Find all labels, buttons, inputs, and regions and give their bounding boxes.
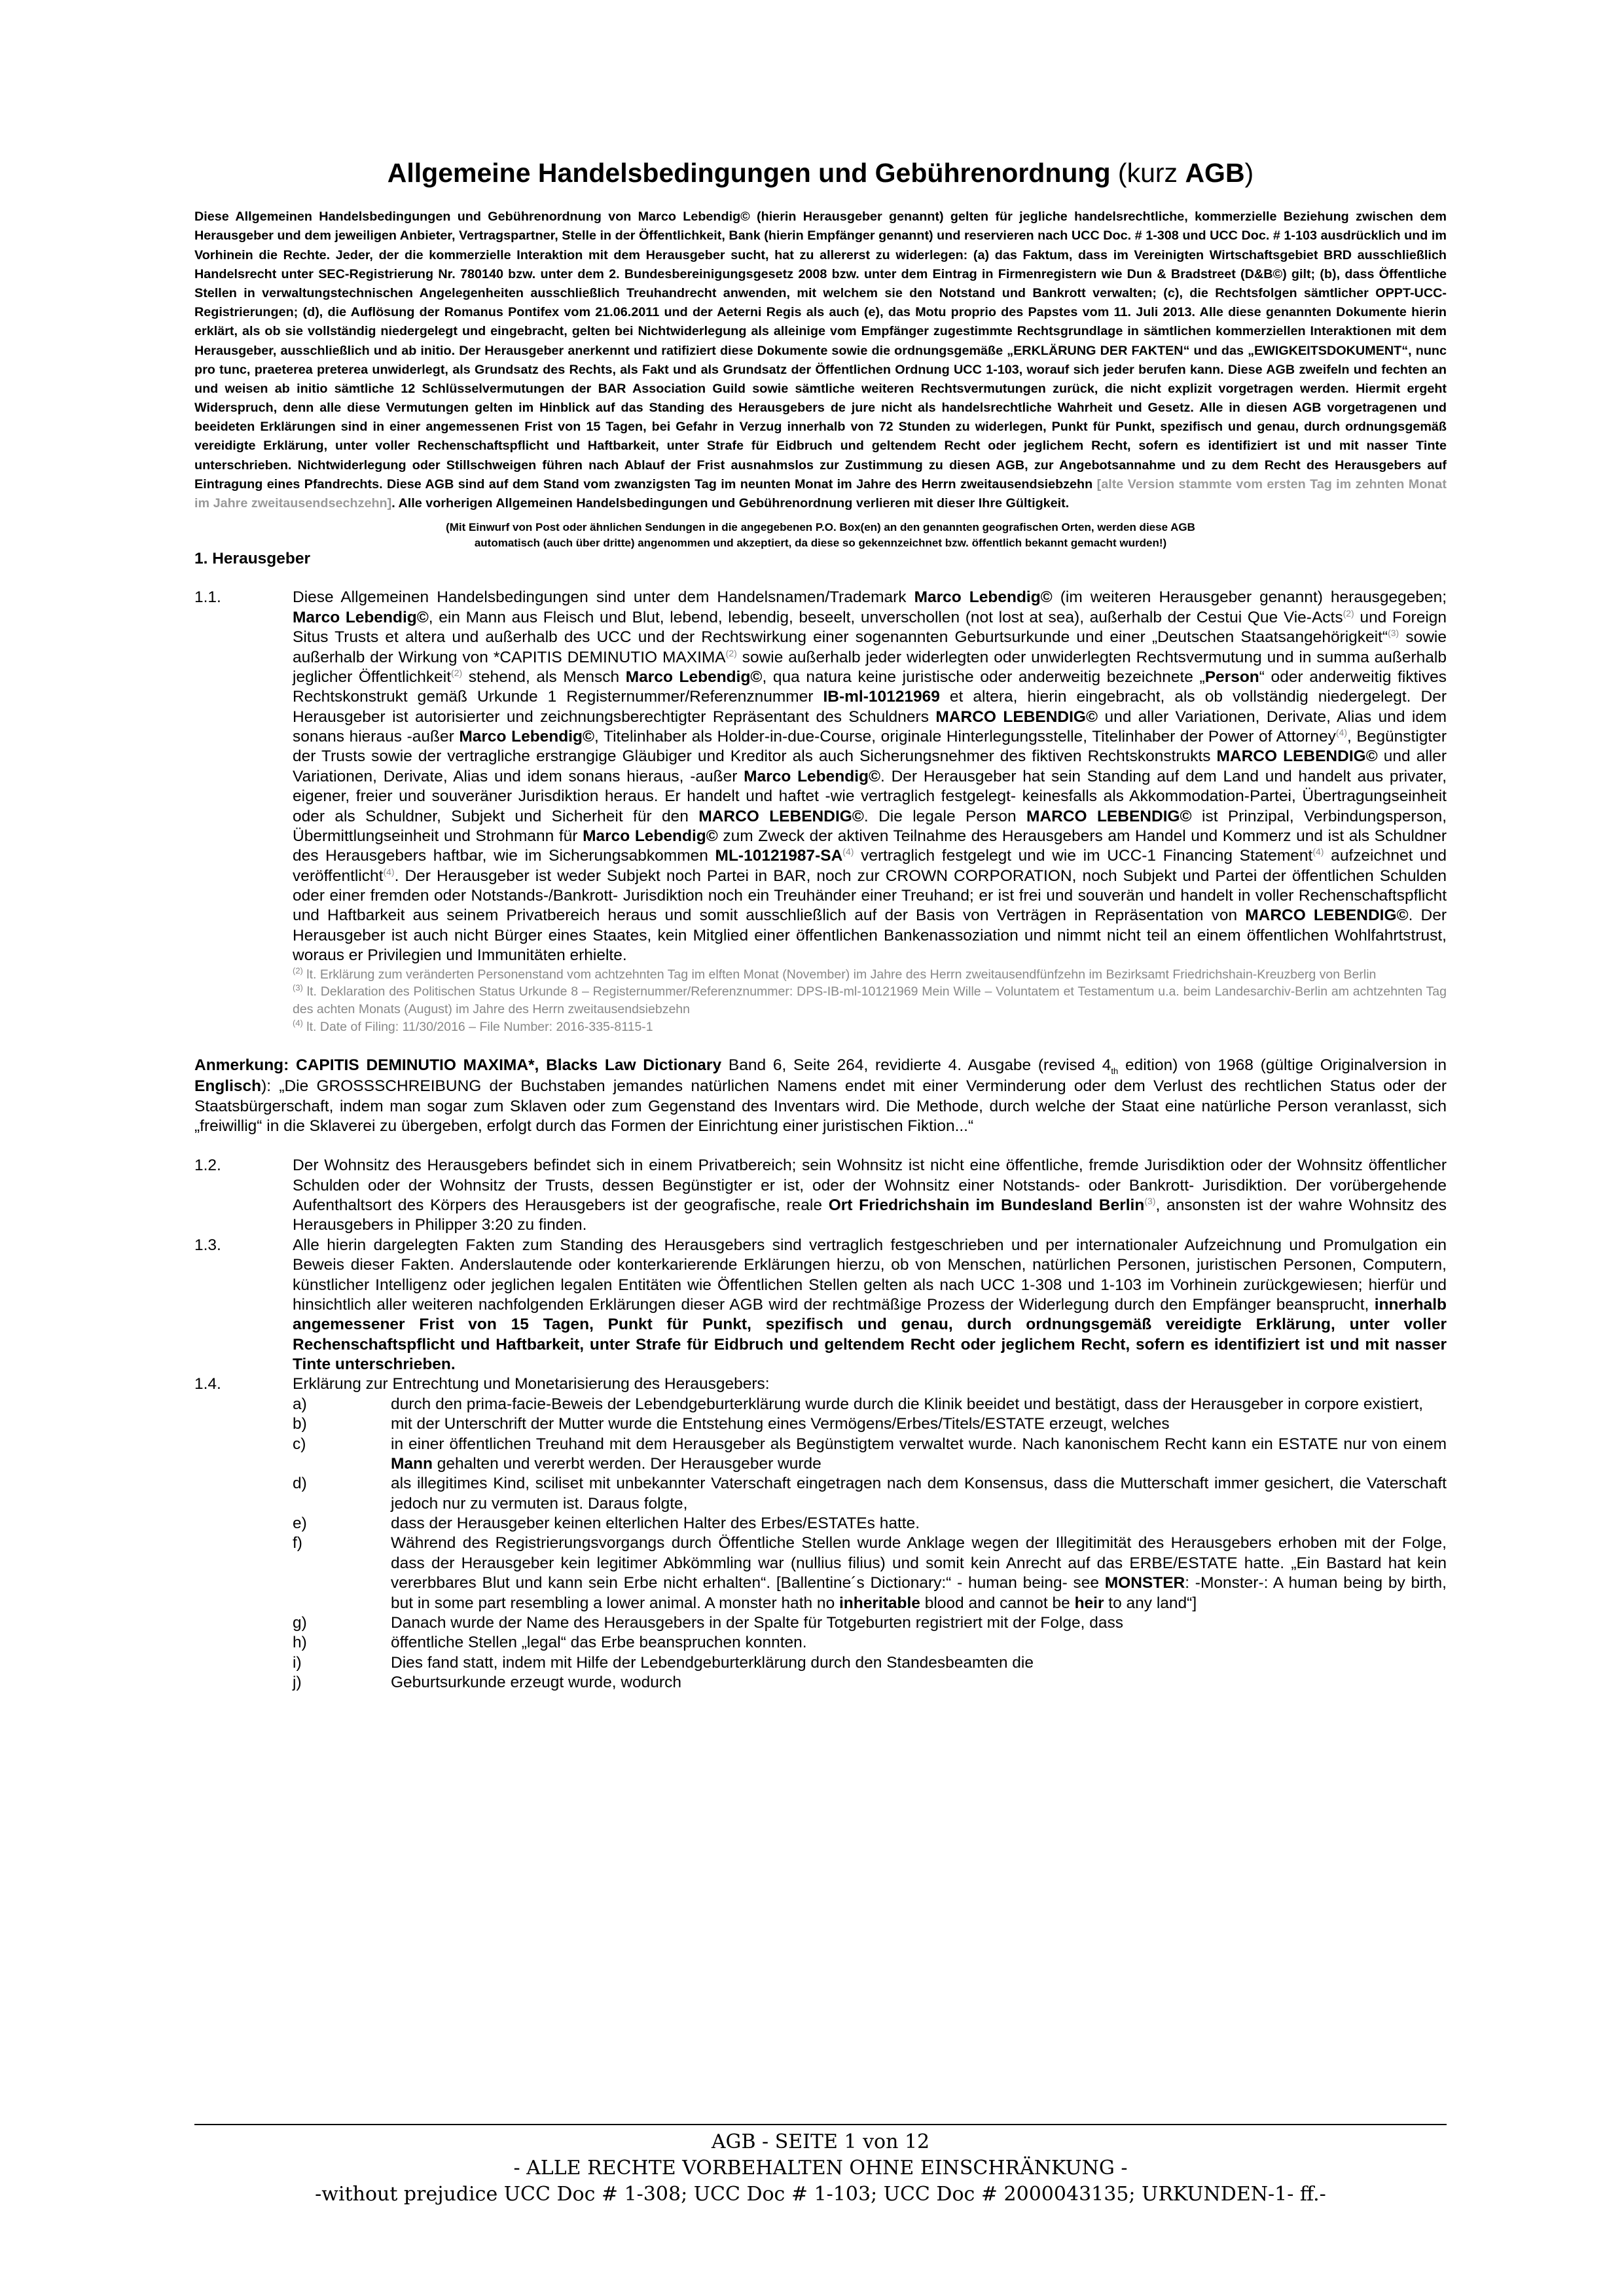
- intro-text: Diese Allgemeinen Handelsbedingungen und Gebührenordnung von Marco Lebendig© (hierin Herausgeber genannt) gelten für jegliche handelsrechtliche, kommerzielle Beziehung zwischen dem Herausgeber und dem jeweiligen Anbieter, Vertragspartner, Stelle in der Öffentlichkeit, Bank (hierin Empfänger genannt) und reservieren nach UCC Doc. # 1-308 und UCC Doc. # 1-103 ausdrücklich und im Vorhinein die Rechte. Jeder, der die kommerzielle Interaktion mit dem Herausgeber sucht, hat zu allererst zu widerlegen: (a) das Faktum, dass im Vereinigten Wirtschaftsgebiet BRD ausschließlich Handelsrecht unter SEC-Registrierung Nr. 780140 bzw. unter dem 2. Bundesbereinigungsgesetz 2008 bzw. unter dem Eintrag in Firmenregistern wie Dun & Bradstreet (D&B©) gilt; (b), dass Öffentliche Stellen in verwaltungstechnischen Angelegenheiten ausschließlich Treuhandrecht anwenden, mit welchem sie den Notstand und Bankrott verwalten; (c), die Rechtsfolgen sämtlicher OPPT-UCC-Registrierungen; (d), die Auflösung der Romanus Pontifex vom 21.06.2011 und der Aeterni Regis als auch (e), das Motu proprio des Papstes vom 11. Juli 2013. Alle diese genannten Dokumente hierin erklärt, als ob sie vollständig niedergelegt und eingebracht, gelten bei Nichtwiderlegung als alleinige vom Empfänger zugestimmte Rechtsgrundlage in sämtlichen kommerziellen Interaktionen mit dem Herausgeber, ausschließlich und ab initio. Der Herausgeber anerkennt und ratifiziert diese Dokumente sowie die ordnungsgemäße „ERKLÄRUNG DER FAKTEN“ und das „EWIGKEITSDOKUMENT“, nunc pro tunc, praeterea preterea unwiderlegt, als Grundsatz des Rechts, als Fakt und als Grundsatz der Öffentlichen Ordnung UCC 1-103, worauf sich jeder berufen kann. Diese AGB zweifeln und fechten an und weisen ab initio sämtliche 12 Schlüsselvermutungen der BAR Association Guild sowie sämtliche weiteren Rechtsvermutungen zurück, die nicht explizit vorgetragen werden. Hiermit ergeht Widerspruch, denn alle diese Vermutungen gelten im Hinblick auf das Standing des Herausgebers de jure nicht als handelsrechtliche Wahrheit und Gesetz. Alle in diesen AGB vorgetragenen und beeideten Erklärungen sind in einer angemessenen Frist von 15 Tagen, bei Gefahr in Verzug innerhalb von 72 Stunden zu widerlegen, Punkt für Punkt, spezifisch und genau, durch ordnungsgemäß vereidigte Erklärung, unter voller Rechenschaftspflicht und Haftbarkeit, unter Strafe für Eidbruch und geltendem Recht oder jeglichem Recht, sofern es identifiziert ist und mit nasser Tinte unterschrieben. Nichtwiderlegung oder Stillschweigen führen nach Ablauf der Frist ausnahmslos zur Zustimmung zu diesen AGB, zur Angebotsannahme und zu dem Recht des Herausgebers auf Eintragung eines Pfandrechts. Diese AGB sind auf dem Stand vom zwanzigsten Tag im neunten Monat im Jahre des Herrn zweitausendsiebzehn: [194, 209, 1447, 492]
- title-agb: AGB: [1185, 158, 1245, 188]
- clause-body: [293, 1374, 1447, 1693]
- footer-rule: [194, 2124, 1447, 2125]
- clause-number: 1.4.: [194, 1375, 221, 1393]
- title-paren-open: (: [1110, 158, 1127, 188]
- clause-body: Der Wohnsitz des Herausgebers befindet sich in einem Privatbereich; sein Wohnsitz ist nicht eine öffentliche, fremde Jurisdiktion oder der Wohnsitz öffentlicher Schulden oder der Wohnsitz der Trusts, dessen Begünstigter er ist, oder der Wohnsitz einer Notstands- oder Bankrott- Jurisdiktion. Der vorübergehende Aufenthaltsort des Körpers des Herausgebers ist der geografische, reale Ort Friedrichshain im Bundesland Berlin$^{(3)}$, ansonsten ist der wahre Wohnsitz des Herausgebers in Philipper 3:20 zu finden.: [293, 1157, 1447, 1234]
- page-footer: [194, 2124, 1447, 2208]
- clause-number: 1.2.: [194, 1157, 221, 1175]
- mail-note-line-1: (Mit Einwurf von Post oder ähnlichen Sendungen in die angegebenen P.O. Box(en) an den genannten geografischen Orten, werden diese AGB: [446, 521, 1195, 534]
- clause-1-4: [194, 1374, 1447, 1693]
- clause-1-3: [194, 1236, 1447, 1375]
- old-version-note: [alte Version stammte vom ersten Tag im zehnten Monat im Jahre zweitausendsechzehn]: [194, 476, 1447, 511]
- list-item-c: c) in einer öffentlichen Treuhand mit dem Herausgeber als Begünstigtem verwaltet wurde. Nach kanonischem Recht kann ein ESTATE nur von einem Mann gehalten und vererbt werden. Der Herausgeber wurde: [293, 1435, 1447, 1473]
- list-item-i: i) Dies fand statt, indem mit Hilfe der Lebendgeburterklärung durch den Standesbeamten die: [293, 1653, 1034, 1672]
- prejudice-notice: -without prejudice UCC Doc # 1-308; UCC Doc # 1-103; UCC Doc # 2000043135; URKUNDEN-1- ff.-: [315, 2182, 1326, 2206]
- rights-notice: - ALLE RECHTE VORBEHALTEN OHNE EINSCHRÄNKUNG -: [513, 2156, 1128, 2179]
- footnote-2: $^{(2)}$ lt. Erklärung zum veränderten Personenstand vom achtzehnten Tag im elften Monat (November) im Jahre des Herrn zweitausendfünfzehn im Bezirksamt Friedrichshain-Kreuzberg von Berlin: [293, 965, 1377, 982]
- mail-note: [194, 520, 1447, 551]
- list-item-h: h) öffentliche Stellen „legal“ das Erbe beanspruchen konnten.: [293, 1634, 807, 1652]
- clause-1-2: [194, 1156, 1447, 1236]
- intro-end: . Alle vorherigen Allgemeinen Handelsbedingungen und Gebührenordnung verlieren mit dieser Ihre Gültigkeit.: [391, 496, 1070, 511]
- document-title: [194, 157, 1447, 189]
- footnote-4: $^{(4)}$ lt. Date of Filing: 11/30/2016 – File Number: 2016-335-8115-1: [293, 1018, 653, 1035]
- clause-1-1: [194, 588, 1447, 1036]
- page-number: AGB - SEITE 1 von 12: [711, 2130, 930, 2153]
- list-item-f: f) Während des Registrierungsvorgangs durch Öffentliche Stellen wurde Anklage wegen der Illegitimität des Herausgebers erhoben mit der Folge, dass der Herausgeber kein legitimer Abkömmling war (nullius filius) und somit kein Anrecht auf das ERBE/ESTATE hatte. „Ein Bastard hat kein vererbbares Blut und kann sein Erbe nicht erhalten“. [Ballentine´s Dictionary:“ - human being- see MONSTER: -Monster-: A human being by birth, but in some part resembling a lower animal. A monster hath no inheritable blood and cannot be heir to any land“]: [293, 1534, 1447, 1612]
- intro-paragraph: [194, 207, 1447, 513]
- remark-paragraph: Anmerkung: CAPITIS DEMINUTIO MAXIMA*, Blacks Law Dictionary Band 6, Seite 264, revidierte 4. Ausgabe (revised $4_{th}$ edition) von 1968 (gültige Originalversion in Englisch): „Die GROSSSCHREIBUNG der Buchstaben jemandes natürlichen Namens endet mit einer Verminderung oder dem Verlust des rechtlichen Status oder der Staatsbürgerschaft, indem man sogar zum Sklaven oder zum Gegenstand des Inventars wird. Die Methode, durch welche der Staat eine natürliche Person veranlasst, sich „freiwillig“ in die Sklaverei zu übergeben, erfolgt durch das Formen der Einrichtung einer juristischen Fiktion...“: [194, 1056, 1447, 1135]
- clause-1-4-intro: Erklärung zur Entrechtung und Monetarisierung des Herausgebers:: [293, 1375, 770, 1393]
- title-main: Allgemeine Handelsbedingungen und Gebührenordnung: [387, 158, 1111, 188]
- section-heading: 1. Herausgeber: [194, 550, 311, 568]
- title-kurz: kurz: [1127, 158, 1185, 188]
- clause-body: Alle hierin dargelegten Fakten zum Standing des Herausgebers sind vertraglich festgeschrieben und per internationaler Aufzeichnung und Promulgation ein Beweis dieser Fakten. Anderslautende oder konterkarierende Erklärungen hierzu, ob von Menschen, natürlichen Personen, juristischen Personen, Computern, künstlicher Intelligenz oder jeglichen legalen Entitäten wie Öffentlichen Stellen gelten als nach UCC 1-308 und 1-103 im Vorhinein zurückgewiesen; hierfür und hinsichtlich aller weiteren nachfolgenden Erklärungen dieser AGB wird der rechtmäßige Prozess der Widerlegung durch den Empfänger beansprucht, innerhalb angemessener Frist von 15 Tagen, Punkt für Punkt, spezifisch und genau, durch ordnungsgemäß vereidigte Erklärung, unter voller Rechenschaftspflicht und Haftbarkeit, unter Strafe für Eidbruch und geltendem Recht oder jeglichem Recht, sofern es identifiziert ist und mit nasser Tinte unterschrieben.: [293, 1236, 1447, 1374]
- clause-body: Diese Allgemeinen Handelsbedingungen sind unter dem Handelsnamen/Trademark Marco Lebendig© (im weiteren Herausgeber genannt) herausgegeben; Marco Lebendig©, ein Mann aus Fleisch und Blut, lebend, lebendig, beseelt, unverschollen (not lost at sea), außerhalb der Cestui Que Vie-Acts$^{(2)}$ und Foreign Situs Trusts et altera und außerhalb des UCC und der Rechtswirkung einer sogenannten Geburtsurkunde und einer „Deutschen Staatsangehörigkeit“$^{(3)}$ sowie außerhalb der Wirkung von *CAPITIS DEMINUTIO MAXIMA$^{(2)}$ sowie außerhalb jeder widerlegten oder unwiderlegten Rechtsvermutung und in summa außerhalb jeglicher Öffentlichkeit$^{(2)}$ stehend, als Mensch Marco Lebendig©, qua natura keine juristische oder anderweitig bezeichnete „Person“ oder anderweitig fiktives Rechtskonstrukt gemäß Urkunde 1 Registernummer/Referenznummer IB-ml-10121969 et altera, hierin eingebracht, als ob vollständig niedergelegt. Der Herausgeber ist autorisierter und zeichnungsberechtigter Repräsentant des Schuldners MARCO LEBENDIG© und aller Variationen, Derivate, Alias und idem sonans hieraus -außer Marco Lebendig©, Titelinhaber als Holder-in-due-Course, originale Hinterlegungsstelle, Titelinhaber der Power of Attorney$^{(4)}$, Begünstigter der Trusts sowie der vertragliche erstrangige Gläubiger und Kreditor als auch Sicherungsnehmer des fiktiven Rechtskonstrukts MARCO LEBENDIG© und aller Variationen, Derivate, Alias und idem sonans hieraus, -außer Marco Lebendig©. Der Herausgeber hat sein Standing auf dem Land und handelt aus privater, eigener, freier und souveräner Jurisdiktion heraus. Er handelt und haftet -wie vertraglich festgelegt- keinesfalls als Akkommodation-Partei, Übertragungseinheit oder als Schuldner, Subjekt und Sicherheit für den MARCO LEBENDIG©. Die legale Person MARCO LEBENDIG© ist Prinzipal, Verbindungsperson, Übermittlungseinheit und Strohmann für Marco Lebendig© zum Zweck der aktiven Teilnahme des Herausgebers am Handel und Kommerz und ist als Schuldner des Herausgebers haftbar, wie im Sicherungsabkommen ML-10121987-SA$^{(4)}$ vertraglich festgelegt und wie im UCC-1 Financing Statement$^{(4)}$ aufzeichnet und veröffentlicht$^{(4)}$. Der Herausgeber ist weder Subjekt noch Partei in BAR, noch zur CROWN CORPORATION, noch Subjekt und Partei der öffentlichen Schulden oder einer fremden oder Notstands-/Bankrott- Jurisdiktion noch ein Treuhänder einer Treuhand; er ist frei und souverän und handelt in voller Rechenschaftspflicht und Haftbarkeit aus seinem Privatbereich heraus und somit ausschließlich auf der Basis von Verträgen in Repräsentation von MARCO LEBENDIG©. Der Herausgeber ist auch nicht Bürger eines Staates, kein Mitglied einer öffentlichen Bankenassoziation und nimmt nicht teil an einem öffentlichen Wohlfahrtstrust, woraus er Privilegien und Immunitäten erhielte. $^{(2)}$ lt. Erklärung zum veränderten Personenstand vom achtzehnten Tag im elften Monat (November) im Jahre des Herrn zweitausendfünfzehn im Bezirksamt Friedrichshain-Kreuzberg von Berlin $^{(3)}$ lt. Deklaration des Politischen Status Urkunde 8 – Registernummer/Referenznummer: DPS-IB-ml-10121969 Mein Wille – Voluntatem et Testamentum u.a. beim Landesarchiv-Berlin am achtzehnten Tag des achten Monats (August) im Jahre des Herrn zweitausendsiebzehn $^{(4)}$ lt. Date of Filing: 11/30/2016 – File Number: 2016-335-8115-1: [293, 588, 1447, 1036]
- clause-number: 1.3.: [194, 1236, 221, 1254]
- list-item-d: d) als illegitimes Kind, sciliset mit unbekannter Vaterschaft eingetragen nach dem Konsensus, dass die Mutterschaft immer gesichert, die Vaterschaft jedoch nur zu vermuten ist. Daraus folgte,: [293, 1475, 1447, 1513]
- list-item-e: e) dass der Herausgeber keinen elterlichen Halter des Erbes/ESTATEs hatte.: [293, 1515, 920, 1533]
- list-item-g: g) Danach wurde der Name des Herausgebers in der Spalte für Totgeburten registriert mit der Folge, dass: [293, 1613, 1123, 1632]
- title-paren-close: ): [1244, 158, 1254, 188]
- page-content: [194, 157, 1447, 1693]
- clause-number: 1.1.: [194, 588, 221, 607]
- footnote-3: $^{(3)}$ lt. Deklaration des Politischen Status Urkunde 8 – Registernummer/Referenznummer: DPS-IB-ml-10121969 Mein Wille – Voluntatem et Testamentum u.a. beim Landesarchiv-Berlin am achtzehnten Tag des achten Monats (August) im Jahre des Herrn zweitausendsiebzehn: [293, 982, 1447, 1017]
- list-item-a: a) durch den prima-facie-Beweis der Lebendgeburterklärung wurde durch die Klinik beeidet und bestätigt, dass der Herausgeber in corpore existiert,: [293, 1395, 1424, 1413]
- list-item-b: b) mit der Unterschrift der Mutter wurde die Entstehung eines Vermögens/Erbes/Titels/ESTATE erzeugt, welches: [293, 1415, 1170, 1433]
- mail-note-line-2: automatisch (auch über dritte) angenommen und akzeptiert, da diese so gekennzeichnet bzw. öffentlich bekannt gemacht wurden!): [474, 537, 1167, 550]
- list-item-j: j) Geburtsurkunde erzeugt wurde, wodurch: [293, 1674, 681, 1692]
